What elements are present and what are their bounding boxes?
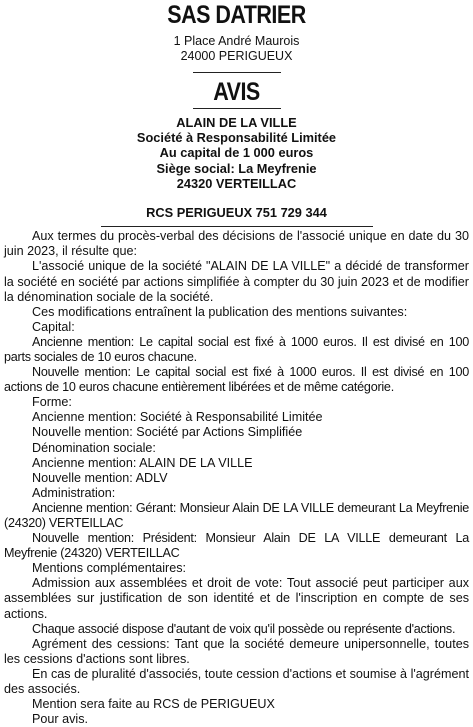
body-paragraph: Ancienne mention: ALAIN DE LA VILLE [32, 455, 253, 470]
body-paragraph: Ancienne mention: Gérant: Monsieur Alain DE LA VILLE demeurant La Meyfrenie (24320) VERTEILLAC [4, 500, 469, 530]
divider-top [193, 72, 281, 73]
body-paragraph: Dénomination sociale: [32, 440, 156, 455]
body-paragraph: Ces modifications entraînent la publication des mentions suivantes: [32, 304, 408, 319]
body-paragraph: L'associé unique de la société "ALAIN DE LA VILLE" a décidé de transformer la société en société par actions simplifiée à compter du 30 juin 2023 et de modifier la dénomination sociale de la société. [4, 259, 469, 304]
entity-seat-city: 24320 VERTEILLAC [176, 175, 297, 191]
notice-title: AVIS [213, 78, 260, 106]
entity-seat: Siège social: La Meyfrenie [156, 160, 317, 176]
divider-avis [193, 108, 281, 109]
body-paragraph: Chaque associé dispose d'autant de voix qu'il possède ou représente d'actions. [32, 621, 456, 636]
body-paragraph: Ancienne mention: Le capital social est fixé à 1000 euros. Il est divisé en 100 parts sociales de 10 euros chacune. [4, 334, 469, 364]
body-paragraph: En cas de pluralité d'associés, toute cession d'actions et soumise à l'agrément des associés. [4, 666, 469, 697]
body-paragraph: Nouvelle mention: Président: Monsieur Alain DE LA VILLE demeurant La Meyfrenie (24320) VERTEILLAC [4, 531, 469, 561]
entity-form: Société à Responsabilité Limitée [136, 130, 337, 146]
notice-header [4, 78, 469, 106]
body-paragraph: Mention sera faite au RCS de PERIGUEUX [32, 697, 275, 712]
body-paragraph: Mentions complémentaires: [32, 561, 186, 576]
body-paragraph: Nouvelle mention: Société par Actions Simplifiée [32, 425, 303, 440]
entity-block [4, 115, 469, 220]
body-paragraph: Agrément des cessions: Tant que la société demeure unipersonnelle, toutes les cessions d'actions sont libres. [4, 636, 469, 666]
notice-body [4, 229, 469, 727]
body-paragraph: Nouvelle mention: Le capital social est fixé à 1000 euros. Il est divisé en 100 actions de 10 euros chacune entièrement libérées et de même catégorie. [4, 365, 469, 395]
divider-body [101, 226, 373, 227]
body-paragraph: Aux termes du procès-verbal des décisions de l'associé unique en date du 30 juin 2023, il résulte que: [4, 229, 469, 259]
company-header [4, 0, 469, 64]
body-paragraph: Administration: [32, 485, 116, 500]
body-paragraph: Forme: [32, 395, 72, 410]
company-name: SAS DATRIER [167, 1, 306, 29]
entity-capital: Au capital de 1 000 euros [159, 145, 314, 161]
entity-name: ALAIN DE LA VILLE [176, 115, 297, 130]
body-paragraph: Pour avis. [32, 712, 88, 727]
body-paragraph: Admission aux assemblées et droit de vote: Tout associé peut participer aux assemblées sur justification de son identité et de l'inscription en compte de ses actions. [4, 576, 469, 621]
body-paragraph: Ancienne mention: Société à Responsabilité Limitée [32, 410, 323, 425]
company-address-line2: 24000 PERIGUEUX [180, 49, 293, 63]
body-paragraph: Capital: [32, 319, 75, 334]
body-paragraph: Nouvelle mention: ADLV [32, 470, 168, 485]
company-address-line1: 1 Place André Maurois [173, 34, 300, 48]
entity-rcs: RCS PERIGUEUX 751 729 344 [146, 205, 327, 221]
